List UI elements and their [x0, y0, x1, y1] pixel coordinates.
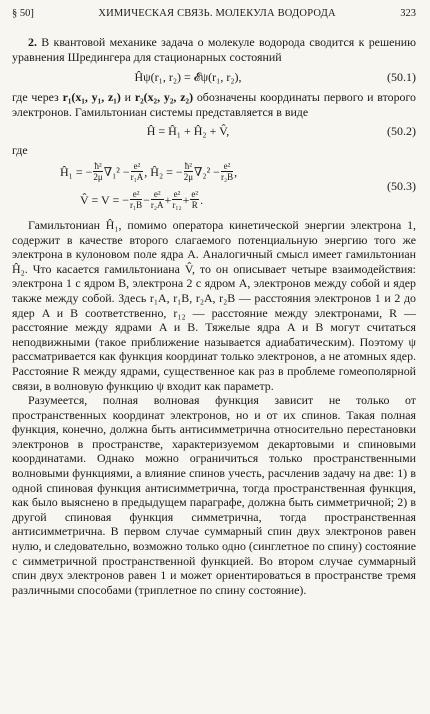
equation-line-h — [12, 158, 364, 186]
operator: + — [182, 192, 190, 207]
denominator: 2μ — [93, 172, 103, 183]
fraction — [131, 161, 144, 182]
operator: + — [164, 192, 172, 207]
running-header — [12, 8, 416, 22]
item-number: 2. — [28, 35, 37, 49]
paragraph-intro — [12, 35, 416, 64]
h1-lhs: Ĥ₁ = − — [60, 164, 93, 179]
paragraph-hamiltonian: Гамильтониан Ĥ₁, помимо оператора кинетической энергии электрона 1, содержит в качестве второго слагаемого потенциальную энергию того же электрона в кулоновом поле ядра A. Аналогичный смысл имеет гамильтониан Ĥ₂. Что касается гамильтониана V̂, то он описывает четыре взаимодействия: электрона 1 с ядром B, электрона 2 с ядром A, электронов между собой и ядер также между собой. Здесь r₁A, r₁B, r₂A, r₂B — расстояния электронов 1 и 2 до ядер A и B соответственно, r₁₂ — расстояние между электронами, R — расстояние между ядрами A и B. Тяжелые ядра A и B могут считаться неподвижными (такое приближение называется адиабатическим). Поэтому ψ рассматривается как функция координат только электронов, а не атомных ядер. Расстояние R между ядрами, существенное как раз в проблеме гомеополярной связи, в волновую функцию ψ входит как параметр. — [12, 217, 416, 393]
text-fragment: и — [120, 90, 135, 105]
numerator: e² — [191, 189, 199, 200]
equation-50-2 — [12, 119, 416, 143]
vector-r2: r₂(x₂, y₂, z₂) — [134, 90, 194, 105]
fraction — [151, 189, 164, 210]
denominator: r₂B — [220, 172, 234, 183]
denominator: r₁₂ — [172, 200, 182, 211]
equation-body: Ĥ = Ĥ₁ + Ĥ₂ + V̂, — [146, 124, 230, 139]
denominator: r₂A — [150, 200, 164, 211]
numerator: ħ² — [184, 161, 192, 172]
numerator: e² — [130, 189, 142, 200]
h2-lhs: , Ĥ₂ = − — [144, 164, 183, 179]
fraction — [190, 189, 199, 210]
fraction — [172, 189, 181, 210]
fraction — [93, 161, 102, 182]
page-number: 323 — [400, 8, 416, 19]
running-title: ХИМИЧЕСКАЯ СВЯЗЬ. МОЛЕКУЛА ВОДОРОДА — [98, 8, 336, 19]
punctuation: . — [200, 192, 204, 207]
where-label: где — [12, 143, 28, 158]
fraction — [221, 161, 233, 182]
equation-line-v — [12, 186, 364, 214]
v-lhs: V̂ = V = − — [80, 192, 129, 207]
denominator: r₁B — [129, 200, 143, 211]
paragraph-spin: Разумеется, полная волновая функция зависит не только от пространственных координат электронов, но и от их спинов. Такая полная функция, конечно, должна быть антисимметрична относительно перестановки электронов в пространстве, характеризуемом декартовыми и спиновыми координатами. Однако можно ограничиться только пространственными волновыми функциями, а влияние спинов учесть, расчленив задачу на две: 1) в одной спиновая функция антисимметрична, тогда пространственная функция, как было выяснено в предыдущем параграфе, должна быть симметричной; 2) в другой спиновая функция симметрична, тогда пространственная антисимметрична. В первом случае суммарный спин двух электронов равен нулю, и следовательно, возможно только одно (синглетное по спину) состояние с симметричной пространственной функцией. Во втором случае суммарный спин двух электронов равен 1 и может ориентироваться в пространстве тремя различными способами (триплетное по спину состояние). — [12, 393, 416, 597]
operator: − — [143, 192, 150, 207]
numerator: e² — [173, 189, 181, 200]
numerator: e² — [131, 161, 144, 172]
numerator: e² — [151, 189, 164, 200]
punctuation: , — [234, 164, 238, 179]
denominator: R — [191, 200, 198, 211]
equation-number: (50.2) — [387, 124, 416, 139]
fraction — [184, 161, 193, 182]
text-fragment: обозначены координаты первого и второго электронов. Гамильтониан системы представляется в виде — [12, 90, 417, 119]
section-marker: § 50] — [12, 8, 34, 19]
body-text — [12, 35, 416, 597]
equation-body: Ĥψ(r₁, r₂) = 𝓔ψ(r₁, r₂), — [134, 69, 242, 84]
equation-number: (50.3) — [387, 178, 416, 193]
fraction — [130, 189, 142, 210]
numerator: e² — [221, 161, 233, 172]
vector-r1: r₁(x₁, y₁, z₁) — [62, 90, 121, 105]
denominator: 2μ — [183, 172, 194, 183]
denominator: r₁A — [130, 172, 144, 183]
paragraph-coordinates — [12, 90, 416, 119]
laplacian-term: ∇₁² − — [103, 164, 130, 179]
equation-number: (50.1) — [387, 69, 416, 84]
numerator: ħ² — [94, 161, 102, 172]
equation-50-3 — [12, 158, 416, 214]
laplacian-term: ∇₂² − — [194, 164, 220, 179]
text-fragment: где через — [12, 90, 63, 105]
equation-50-1 — [12, 64, 416, 90]
intro-text: В квантовой механике задача о молекуле водорода сводится к решению уравнения Шредингера для стационарных состояний — [12, 35, 416, 64]
